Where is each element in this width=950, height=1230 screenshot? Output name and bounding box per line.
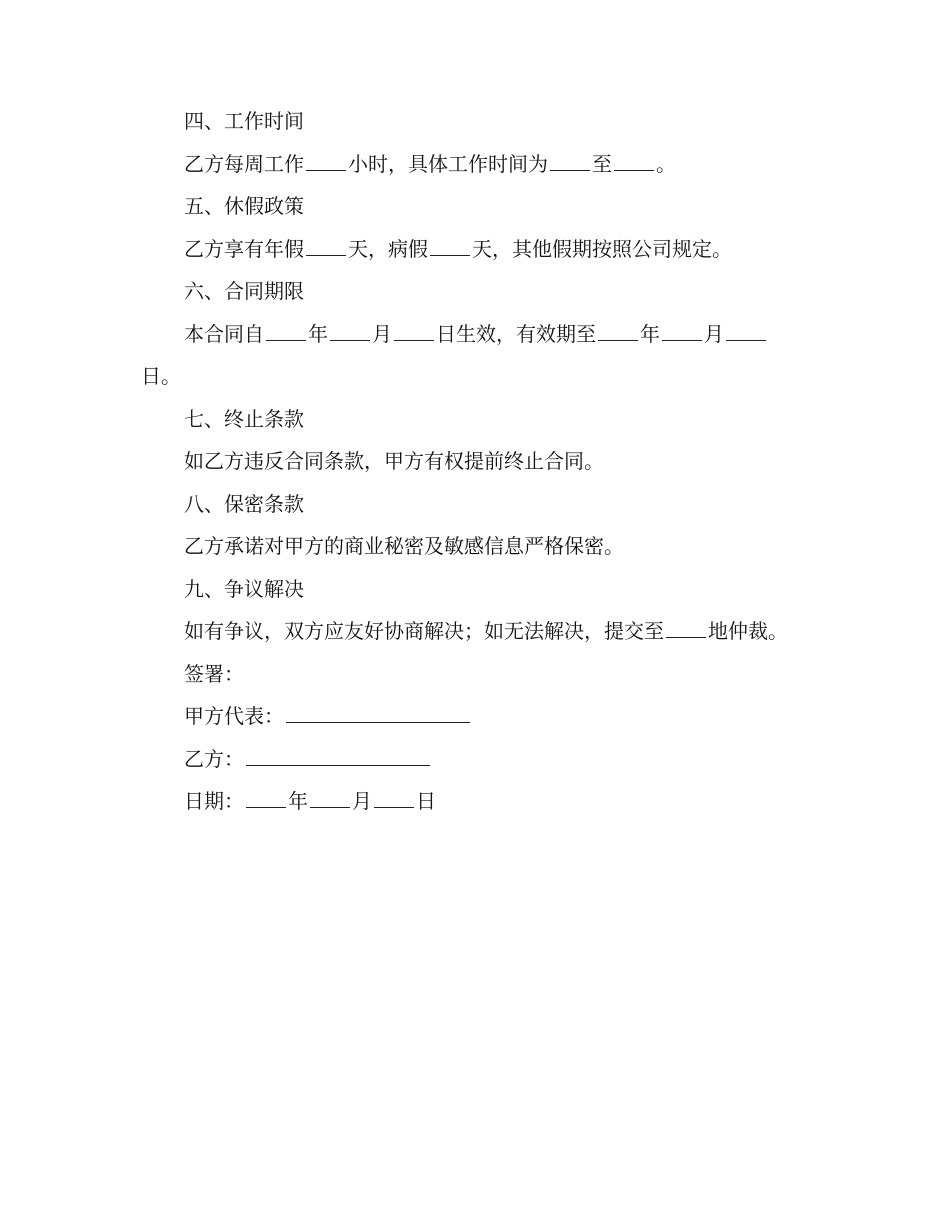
start-time-blank [550, 169, 590, 171]
hours-blank [306, 169, 346, 171]
end-month-blank [662, 339, 702, 341]
start-month-blank [330, 339, 370, 341]
section-9-title: 九、争议解决 [184, 576, 304, 601]
party-b-signature: 乙方： [141, 738, 793, 781]
section-8-body: 乙方承诺对甲方的商业秘密及敏感信息严格保密。 [184, 534, 624, 558]
start-year-blank [266, 339, 306, 341]
section-7-body: 如乙方违反合同条款，甲方有权提前终止合同。 [184, 449, 604, 473]
section-5-title: 五、休假政策 [184, 194, 304, 218]
signature-title: 签署： [184, 661, 244, 686]
annual-leave-blank [306, 254, 346, 256]
sign-month-blank [310, 806, 350, 808]
sign-year-blank [246, 806, 286, 808]
start-day-blank [394, 339, 434, 341]
section-4-body: 乙方每周工作 小时，具体工作时间为 至 。 [184, 151, 676, 176]
section-6-body: 本合同自 年 月 日生效，有效期至 年 月日。 [141, 313, 793, 398]
section-4-title: 四、工作时间 [184, 109, 304, 133]
signature-date: 日期： 年 月 日 [184, 789, 436, 813]
end-day-blank [726, 339, 766, 341]
section-6-title: 六、合同期限 [184, 279, 304, 303]
contract-page [141, 100, 793, 823]
section-9-body: 如有争议，双方应友好协商解决；如无法解决，提交至 地仲裁。 [184, 619, 788, 643]
end-time-blank [614, 169, 654, 171]
party-a-sign-line [286, 721, 470, 723]
section-5-body: 乙方享有年假 天，病假 天，其他假期按照公司规定。 [184, 236, 732, 261]
party-a-signature: 甲方代表： [141, 695, 793, 738]
sign-day-blank [374, 806, 414, 808]
sick-leave-blank [430, 254, 470, 256]
party-b-sign-line [246, 764, 430, 766]
end-year-blank [598, 339, 638, 341]
section-7-title: 七、终止条款 [184, 406, 304, 431]
arbitration-place-blank [666, 636, 706, 638]
section-8-title: 八、保密条款 [184, 491, 304, 516]
